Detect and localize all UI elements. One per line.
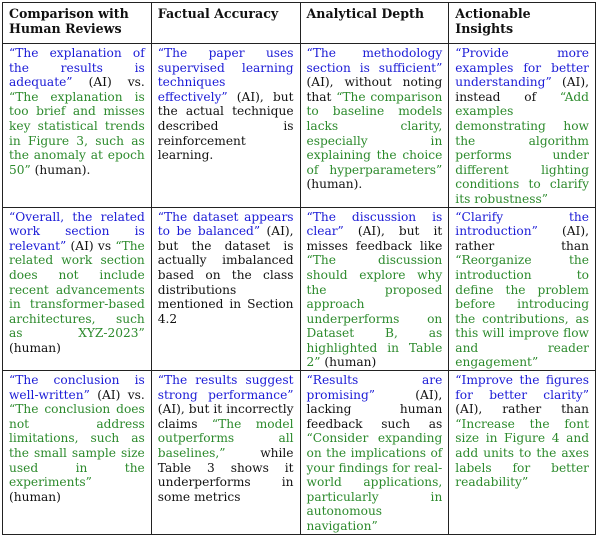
table-cell	[3, 207, 152, 371]
table-cell	[300, 371, 449, 535]
ai-quote: “The explanation of the results is adequate”	[9, 46, 145, 90]
human-quote: “Add examples demonstrating how the algorithm performs under different lighting conditions to clarify its robustness”	[455, 89, 589, 206]
table-cell	[151, 371, 300, 535]
human-quote: “The explanation is too brief and misses key statistical trends in Figure 3, such as the anomaly at epoch 50”	[9, 89, 145, 177]
comparison-table	[2, 2, 596, 535]
table-cell	[3, 44, 152, 208]
header-factual-accuracy: Factual Accuracy	[151, 3, 300, 44]
ai-quote: “The discussion is clear”	[306, 209, 443, 239]
human-quote: “The conclusion does not address limitations, such as the small sample size used in the experiments”	[9, 402, 145, 490]
human-quote: “Increase the font size in Figure 4 and add units to the axes labels for better readability”	[455, 416, 589, 490]
cell-text: while Table 3 shows it underperforms in some metrics	[157, 446, 294, 504]
ai-quote: “The results suggest strong performance”	[157, 373, 294, 402]
ai-quote: “Provide more examples for better understanding”	[455, 46, 589, 90]
cell-text: (AI), but the dataset is actually imbalanced based on the class distributions mentioned in Section 4.2	[157, 224, 294, 326]
cell-text: (human).	[306, 177, 363, 192]
table-cell	[151, 207, 300, 371]
header-comparison: Comparison with Human Reviews	[3, 3, 152, 44]
human-quote: “The related work section does not include recent advancements in transformer-based architectures, such as XYZ-2023”	[9, 238, 145, 341]
table-cell	[151, 44, 300, 208]
cell-text: (AI) vs.	[72, 75, 145, 90]
cell-text: (AI) vs.	[89, 387, 145, 402]
table-row	[3, 44, 596, 208]
table-cell	[449, 207, 596, 371]
cell-text: (AI), rather than	[455, 402, 589, 417]
ai-quote: “Clarify the introduction”	[455, 209, 589, 239]
table-cell	[449, 371, 596, 535]
header-analytical-depth: Analytical Depth	[300, 3, 449, 44]
ai-quote: “Improve the figures for better clarity”	[455, 373, 589, 402]
cell-text: (human)	[320, 355, 377, 370]
ai-quote: “Results are promising”	[306, 373, 443, 402]
table-cell	[300, 44, 449, 208]
table-row	[3, 371, 596, 535]
ai-quote: “The paper uses supervised learning techniques effectively”	[157, 46, 294, 104]
table-cell	[300, 207, 449, 371]
cell-text: (human)	[9, 340, 61, 355]
ai-quote: “The dataset appears to be balanced”	[157, 209, 294, 239]
ai-quote: “The conclusion is well-written”	[9, 373, 145, 402]
cell-text: (human)	[9, 489, 61, 504]
header-actionable-insights: Actionable Insights	[449, 3, 596, 44]
table-cell	[449, 44, 596, 208]
cell-text: (AI), rather than	[455, 224, 589, 253]
cell-text: (AI), but it misses feedback like	[306, 224, 443, 253]
cell-text: (AI) vs	[66, 238, 116, 253]
human-quote: “Consider expanding on the implications of your findings for real-world applications, particularly in autonomous navigation”	[306, 431, 443, 533]
human-quote: “The discussion should explore why the proposed approach underperforms on Dataset B, as highlighted in Table 2”	[306, 253, 443, 370]
human-quote: “Reorganize the introduction to define the problem before introducing the contributions, as this will improve flow and reader engagement”	[455, 253, 589, 370]
ai-quote: “Overall, the related work section is relevant”	[9, 209, 145, 253]
human-quote: “The comparison to baseline models lacks clarity, especially in explaining the choice of hyperparameters”	[306, 89, 443, 177]
cell-text: (AI), but the actual technique described is reinforcement learning.	[157, 89, 294, 163]
table-row	[3, 207, 596, 371]
cell-text: (human).	[30, 162, 91, 177]
human-quote: “The model outperforms all baselines,”	[157, 416, 294, 461]
cell-text: (AI), but it incorrectly claims	[157, 402, 294, 431]
header-row	[3, 3, 596, 44]
cell-text: (AI), without noting that	[306, 75, 443, 104]
ai-quote: “The methodology section is sufficient”	[306, 46, 443, 75]
cell-text: (AI), instead of	[455, 75, 589, 104]
cell-text: (AI), lacking human feedback such as	[306, 387, 443, 431]
table-cell	[3, 371, 152, 535]
